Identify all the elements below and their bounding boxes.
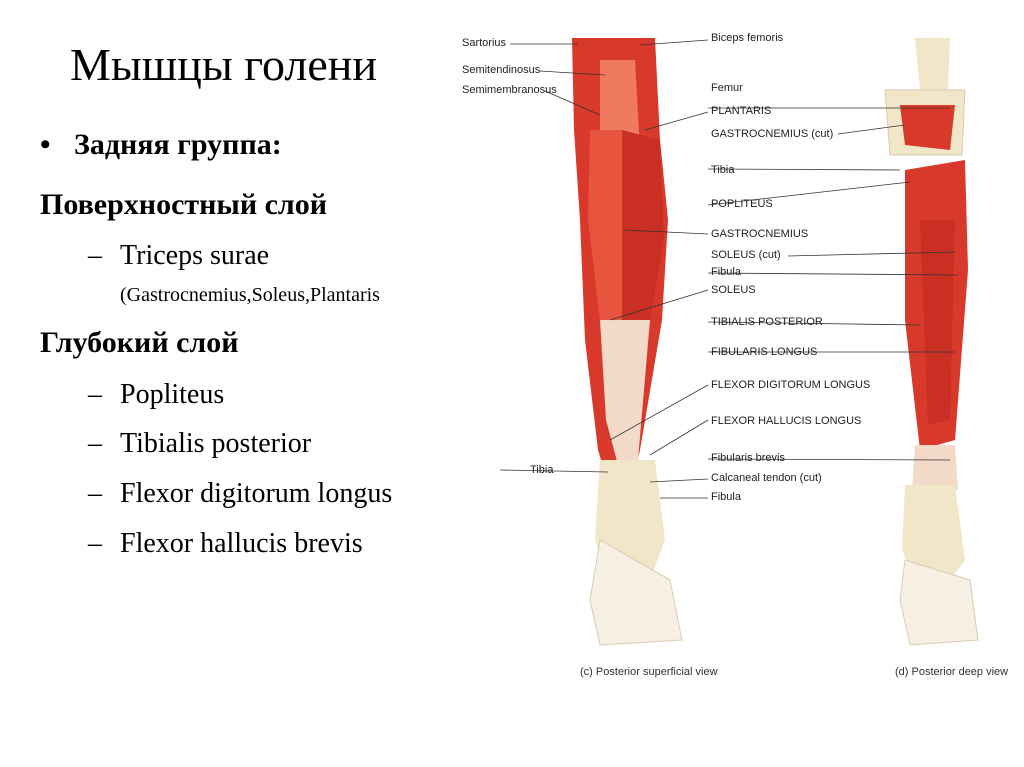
leg-muscles-illustration	[450, 20, 1024, 700]
label-fibularis-brevis: Fibularis brevis	[711, 452, 785, 464]
label-soleus: SOLEUS	[711, 284, 756, 296]
group-heading-text: Задняя группа:	[74, 128, 282, 161]
list-item-flexor-digitorum-longus: – Flexor digitorum longus	[88, 478, 393, 509]
superficial-layer-heading: Поверхностный слой	[40, 188, 328, 221]
group-heading	[40, 128, 282, 162]
leg-illustration-svg	[450, 20, 1024, 700]
label-plantaris: PLANTARIS	[711, 105, 772, 117]
list-item-flexor-hallucis-brevis: – Flexor hallucis brevis	[88, 528, 363, 559]
label-flexor-hallucis-longus: FLEXOR HALLUCIS LONGUS	[711, 415, 862, 427]
label-soleus-cut: SOLEUS (cut)	[711, 249, 781, 261]
label-fibula-upper: Fibula	[711, 266, 741, 278]
label-gastrocnemius: GASTROCNEMIUS	[711, 228, 809, 240]
label-semitendinosus: Semitendinosus	[462, 64, 541, 76]
label-fibularis-longus: FIBULARIS LONGUS	[711, 346, 818, 358]
superficial-view-leg	[572, 38, 682, 645]
list-item-tibialis-posterior: – Tibialis posterior	[88, 428, 312, 459]
label-femur: Femur	[711, 82, 743, 94]
label-semimembranosus: Semimembranosus	[462, 84, 557, 96]
list-item-triceps-surae: – Triceps surae	[88, 240, 270, 271]
label-fibula-lower: Fibula	[711, 491, 741, 503]
slide-title: Мышцы голени	[70, 39, 377, 90]
label-tibia-right: Tibia	[711, 164, 735, 176]
label-popliteus: POPLITEUS	[711, 198, 773, 210]
list-item-popliteus: – Popliteus	[88, 379, 225, 410]
label-flexor-digitorum-longus: FLEXOR DIGITORUM LONGUS	[711, 379, 871, 391]
label-biceps-femoris: Biceps femoris	[711, 32, 784, 44]
deep-layer-heading: Глубокий слой	[40, 326, 239, 359]
deep-view-leg	[885, 38, 978, 645]
label-tibialis-posterior: TIBIALIS POSTERIOR	[711, 316, 823, 328]
caption-superficial-view: (c) Posterior superficial view	[580, 666, 718, 678]
bullet-glyph: •	[40, 128, 51, 161]
label-calcaneal-tendon-cut: Calcaneal tendon (cut)	[711, 472, 822, 484]
label-tibia-left: Tibia	[530, 464, 554, 476]
label-sartorius: Sartorius	[462, 37, 507, 49]
caption-deep-view: (d) Posterior deep view	[895, 666, 1009, 678]
superficial-note: (Gastrocnemius,Soleus,Plantaris	[120, 284, 380, 306]
label-gastrocnemius-cut: GASTROCNEMIUS (cut)	[711, 128, 834, 140]
